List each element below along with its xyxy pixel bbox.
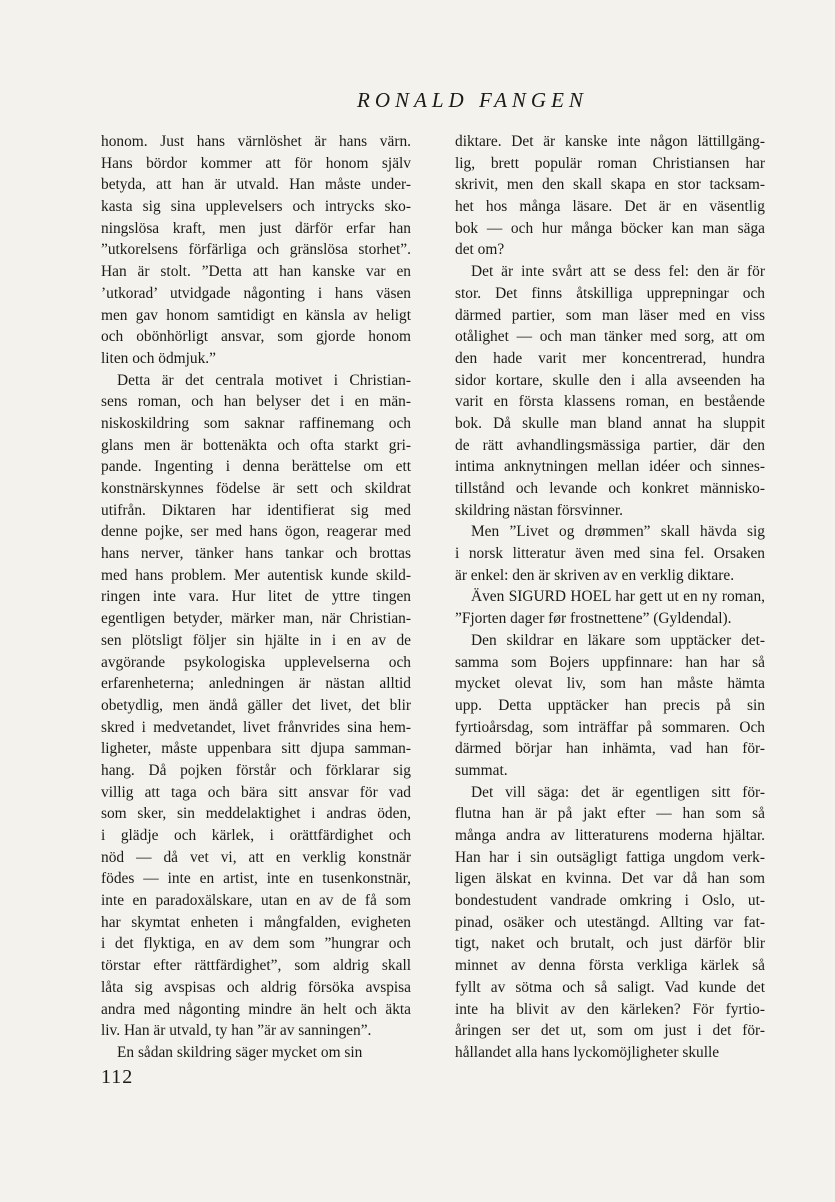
text-line: samma som Bojers uppfinnare: han har så (455, 653, 765, 671)
text-line: pande. Ingenting i denna berättelse om ett (101, 458, 411, 476)
text-line: liten och ödmjuk.” (101, 349, 216, 367)
text-line: med hans problem. Mer autentisk kunde skild- (101, 566, 411, 584)
text-line: bok — och hur många böcker kan man säga (455, 219, 765, 237)
text-line: niskoskildring som saknar raffinemang och (101, 414, 411, 432)
text-line: pinad, osäker och utestängd. Allting var fat- (455, 913, 765, 931)
text-line: bok. Då skulle man bland annat ha sluppit (455, 414, 765, 432)
text-line: många andra av litteraturens moderna hjältar. (455, 827, 765, 844)
text-line: de rätt avhandlingsmässiga partier, där den (455, 436, 765, 454)
text-line: diktare. Det är kanske inte någon lättillgäng- (455, 133, 765, 150)
text-line: avgörande psykologiska upplevelserna och (101, 653, 411, 671)
text-line: denne pojke, ser med hans ögon, reagerar med (101, 523, 411, 541)
text-line: ligen älskat en kvinna. Det var då han som (455, 870, 765, 888)
text-line: tigt, naket och brutalt, och just därför blir (455, 935, 765, 953)
text-line: stor. Det finns åtskilliga upprepningar och (455, 284, 765, 302)
text-line: ringen inte vara. Hur litet de yttre tingen (101, 588, 411, 606)
text-line: konstnärskynnes födelse är sett och skildrat (101, 480, 411, 497)
text-line: ’utkorad’ utvidgade någonting i hans väsen (101, 284, 411, 302)
paragraph (455, 586, 765, 629)
text-line: Han är stolt. ”Detta att han kanske var en (101, 263, 411, 281)
text-line: skildring nästan försvinner. (455, 501, 623, 519)
text-line: skred i medvetandet, livet frånvrides sina hem- (101, 718, 411, 736)
text-line: kasta sig sina upplevelsers och intrycks sko- (101, 198, 411, 216)
text-line: har skymtat enheten i mångfalden, evigheten (101, 913, 411, 931)
text-line: låta sig avspisas och aldrig försöka avspisa (101, 978, 411, 996)
text-line: intima anknytningen mellan idéer och sinnes- (455, 458, 765, 476)
paragraph (455, 261, 765, 521)
text-line: skrivit, men den skall skapa en stor tacksam- (455, 176, 765, 194)
text-line: sen plötsligt följer sin hjälte in i en av de (101, 631, 411, 649)
text-line: Det är inte svårt att se dess fel: den är för (471, 263, 765, 281)
page-number: 112 (101, 1066, 134, 1088)
text-line: utifrån. Diktaren har identifierat sig med (101, 501, 411, 519)
text-line: Den skildrar en läkare som upptäcker det- (471, 631, 765, 649)
right-column (455, 131, 765, 1064)
text-line: flutna han är på jakt efter — han som så (455, 805, 765, 823)
paragraph (455, 521, 765, 586)
text-line: hållandet alla hans lyckomöjligheter skulle (455, 1043, 720, 1061)
text-line: inte en paradoxälskare, utan en av de få som (101, 892, 411, 910)
paragraph (101, 1042, 411, 1064)
text-line: nöd — då vet vi, att en verklig konstnär (101, 848, 411, 866)
text-line: erfarenheterna; anledningen är nästan alltid (101, 675, 411, 693)
text-line: därmed börjar han inhämta, vad han för- (455, 740, 765, 758)
text-line: Detta är det centrala motivet i Christian- (117, 371, 411, 389)
text-line: födes — inte en artist, inte en tusenkonstnär, (101, 870, 411, 888)
text-line: den hade varit mer koncentrerad, hundra (455, 349, 765, 367)
text-line: hans nerver, tänker hans tankar och brottas (101, 545, 411, 563)
text-line: Han har i sin outsägligt fattiga ungdom verk- (455, 848, 765, 866)
text-line: ”Fjorten dager før frostnettene” (Gyldendal). (455, 610, 732, 628)
text-line: sidor kortare, skulle den i alla avseenden ha (455, 371, 765, 389)
text-line: hang. Då pojken förstår och förklarar sig (101, 761, 411, 779)
text-line: upp. Detta upptäcker han precis på sin (455, 696, 765, 714)
text-line: åringen ser det ut, som om just i det för- (455, 1022, 765, 1040)
text-line: ”utkorelsens förfärliga och gränslösa storhet”. (101, 241, 411, 259)
left-column (101, 131, 411, 1064)
text-line: i det flyktiga, en av dem som ”hungrar och (101, 935, 411, 953)
text-line: men gav honom samtidigt en känsla av heligt (101, 306, 411, 324)
text-line: mycket olevat liv, som han måste hämta (455, 675, 765, 693)
text-line: glans men är bottenäkta och ofta starkt gri- (101, 436, 411, 454)
text-line: andra med någonting mindre än helt och äkta (101, 1000, 411, 1018)
text-line: Hans bördor kommer att för honom själv (101, 154, 411, 172)
paragraph (455, 131, 765, 261)
text-line: i glädje och kärlek, i orättfärdighet och (101, 827, 411, 844)
text-line: bondestudent vandrade omkring i Oslo, ut- (455, 892, 765, 910)
text-line: Även SIGURD HOEL har gett ut en ny roman, (471, 588, 765, 606)
text-line: minnet av denna första verkliga kärlek så (455, 957, 765, 975)
text-line: lig, brett populär roman Christiansen har (455, 154, 765, 172)
text-line: det om? (455, 241, 505, 259)
text-line: är enkel: den är skriven av en verklig diktare. (455, 566, 735, 584)
text-line: sens roman, och han belyser det i en män- (101, 393, 411, 411)
text-line: fyllt av sötma och så saligt. Vad kunde det (455, 978, 765, 996)
paragraph (455, 782, 765, 1064)
text-line: varit en första klassens roman, en bestående (455, 393, 765, 411)
text-line: i norsk litteratur även med sina fel. Orsaken (455, 545, 765, 563)
text-line: som sker, sin meddelaktighet i andras öden, (101, 805, 411, 823)
text-line: fyrtioårsdag, som inträffar på sommaren. Och (455, 718, 765, 736)
text-line: Det vill säga: det är egentligen sitt för- (471, 783, 765, 801)
text-line: liv. Han är utvald, ty han ”är av sanningen”. (101, 1022, 372, 1040)
text-line: ningslösa kraft, men just därför erfar han (101, 219, 411, 237)
paragraph (101, 131, 411, 370)
text-line: villig att taga och bära sitt ansvar för vad (101, 783, 411, 801)
paragraph (101, 370, 411, 1042)
text-line: tillstånd och levande och konkret människo- (455, 480, 765, 497)
text-line: honom. Just hans värnlöshet är hans värn. (101, 133, 411, 150)
text-line: egentligen betyder, märker man, när Christian- (101, 610, 411, 628)
text-line: En sådan skildring säger mycket om sin (117, 1043, 363, 1061)
text-line: summat. (455, 761, 508, 779)
text-line: ligheter, måste uppenbara sitt djupa samman- (101, 740, 411, 758)
text-line: därmed partier, som man läser med en viss (455, 306, 765, 324)
text-line: inte ha blivit av den kärleken? För fyrtio- (455, 1000, 765, 1018)
text-line: otålighet — och man tänker med sorg, att om (455, 328, 765, 346)
text-line: betyda, att han är utvald. Han måste under- (101, 176, 411, 194)
running-head: RONALD FANGEN (357, 88, 588, 112)
text-line: het hos många läsare. Det är en väsentlig (455, 198, 765, 216)
text-line: obetydlig, men ändå gäller det livet, det blir (101, 696, 411, 714)
text-line: Men ”Livet og drømmen” skall hävda sig (471, 523, 765, 541)
paragraph (455, 630, 765, 782)
text-line: törstar efter rättfärdighet”, som aldrig skall (101, 957, 411, 975)
text-line: och obönhörligt ansvar, som gjorde honom (101, 328, 411, 346)
